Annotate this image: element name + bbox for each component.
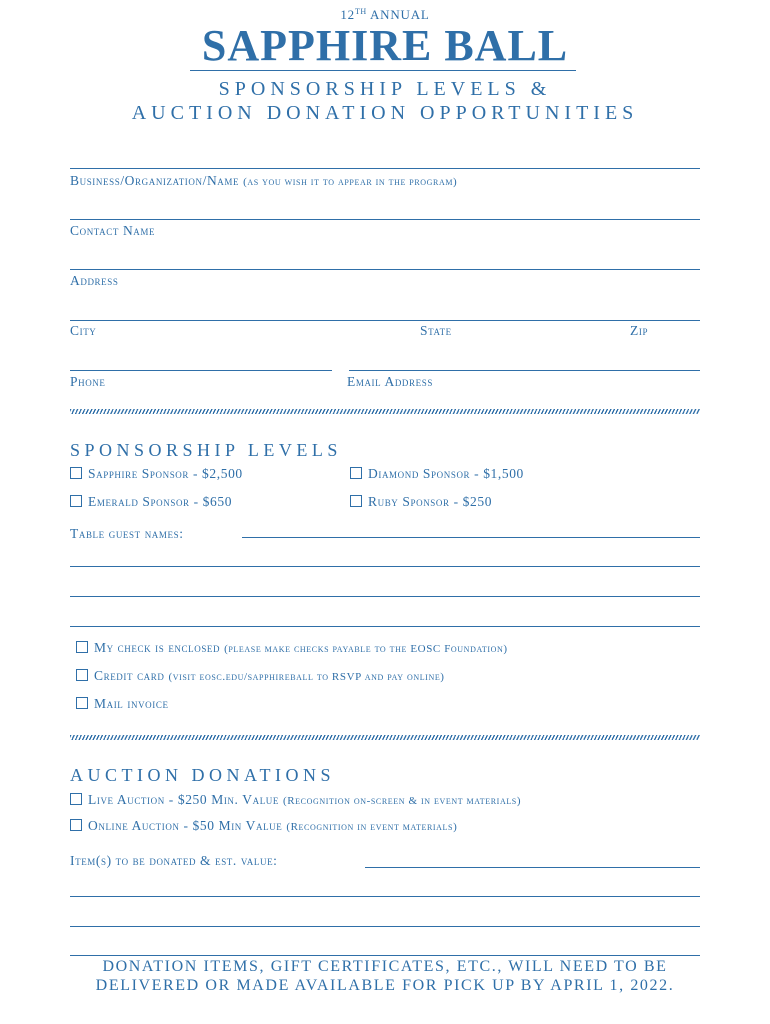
guest-names-line-1[interactable]: [242, 537, 700, 538]
donated-items-line-2[interactable]: [70, 896, 700, 897]
checkbox[interactable]: [70, 819, 82, 831]
checkbox[interactable]: [350, 467, 362, 479]
guest-names-line-2[interactable]: [70, 566, 700, 567]
footer-note-line2: DELIVERED OR MADE AVAILABLE FOR PICK UP BY APRIL 1, 2022.: [95, 977, 675, 994]
sponsor-option-diamond[interactable]: [350, 466, 524, 482]
edition-number: 12: [340, 7, 355, 22]
auction-online-note: (Recognition in event materials): [286, 821, 458, 833]
auction-live-option[interactable]: [70, 792, 521, 808]
payment-credit-note: (visit eosc.edu/sapphireball to RSVP and pay online): [168, 671, 445, 683]
title-underline: [190, 70, 576, 71]
payment-check-option[interactable]: [76, 640, 508, 656]
footer-note-line1: DONATION ITEMS, GIFT CERTIFICATES, ETC., WILL NEED TO BE: [102, 958, 668, 975]
payment-credit-option[interactable]: [76, 668, 445, 684]
payment-invoice-label: Mail invoice: [94, 696, 169, 711]
sponsor-option-label: Sapphire Sponsor - $2,500: [88, 466, 243, 481]
checkbox[interactable]: [70, 793, 82, 805]
checkbox[interactable]: [76, 641, 88, 653]
donated-items-line-3[interactable]: [70, 926, 700, 927]
sponsorship-heading: SPONSORSHIP LEVELS: [70, 440, 342, 460]
contact-name-field-line[interactable]: [70, 219, 700, 220]
sponsor-option-label: Emerald Sponsor - $650: [88, 494, 233, 509]
guest-names-line-4[interactable]: [70, 626, 700, 627]
payment-invoice-option[interactable]: [76, 696, 169, 712]
section-divider: [70, 735, 700, 740]
checkbox[interactable]: [76, 697, 88, 709]
address-label: Address: [70, 273, 119, 288]
zip-label: Zip: [630, 323, 649, 338]
state-label: State: [420, 323, 452, 338]
edition-word: ANNUAL: [369, 7, 430, 22]
checkbox[interactable]: [76, 669, 88, 681]
email-field-line[interactable]: [349, 370, 700, 371]
address-field-line[interactable]: [70, 269, 700, 270]
sponsor-option-label: Ruby Sponsor - $250: [368, 494, 493, 509]
business-label-text: Business/Organization/Name: [70, 173, 240, 188]
sponsor-option-emerald[interactable]: [70, 494, 232, 510]
business-label-note: (as you wish it to appear in the program): [243, 176, 458, 188]
checkbox[interactable]: [70, 495, 82, 507]
auction-online-label: Online Auction - $50 Min Value: [88, 818, 283, 833]
guest-names-line-3[interactable]: [70, 596, 700, 597]
phone-field-line[interactable]: [70, 370, 332, 371]
checkbox[interactable]: [70, 467, 82, 479]
payment-credit-label: Credit card: [94, 668, 165, 683]
auction-heading: AUCTION DONATIONS: [70, 765, 335, 785]
sponsor-option-ruby[interactable]: [350, 494, 492, 510]
phone-label: Phone: [70, 374, 106, 389]
event-title: SAPPHIRE BALL: [201, 21, 569, 70]
city-state-zip-field-line[interactable]: [70, 320, 700, 321]
auction-online-option[interactable]: [70, 818, 457, 834]
city-label: City: [70, 323, 97, 338]
business-field-line[interactable]: [70, 168, 700, 169]
subtitle-line2: AUCTION DONATION OPPORTUNITIES: [131, 102, 639, 124]
sponsor-option-sapphire[interactable]: [70, 466, 243, 482]
edition-suffix: TH: [354, 7, 367, 16]
email-label: Email Address: [347, 374, 433, 389]
business-label: [70, 173, 457, 189]
donated-items-line-1[interactable]: [365, 867, 700, 868]
sponsor-option-label: Diamond Sponsor - $1,500: [368, 466, 524, 481]
section-divider: [70, 409, 700, 414]
checkbox[interactable]: [350, 495, 362, 507]
auction-live-label: Live Auction - $250 Min. Value: [88, 792, 279, 807]
donated-items-line-4[interactable]: [70, 955, 700, 956]
contact-name-label: Contact Name: [70, 223, 156, 238]
guest-names-label: Table guest names:: [70, 526, 184, 541]
payment-check-label: My check is enclosed: [94, 640, 221, 655]
payment-check-note: (please make checks payable to the EOSC Foundation): [224, 643, 508, 655]
donated-items-label: Item(s) to be donated & est. value:: [70, 853, 278, 868]
subtitle-line1: SPONSORSHIP LEVELS &: [218, 78, 552, 100]
auction-live-note: (Recognition on-screen & in event materials): [282, 795, 522, 807]
